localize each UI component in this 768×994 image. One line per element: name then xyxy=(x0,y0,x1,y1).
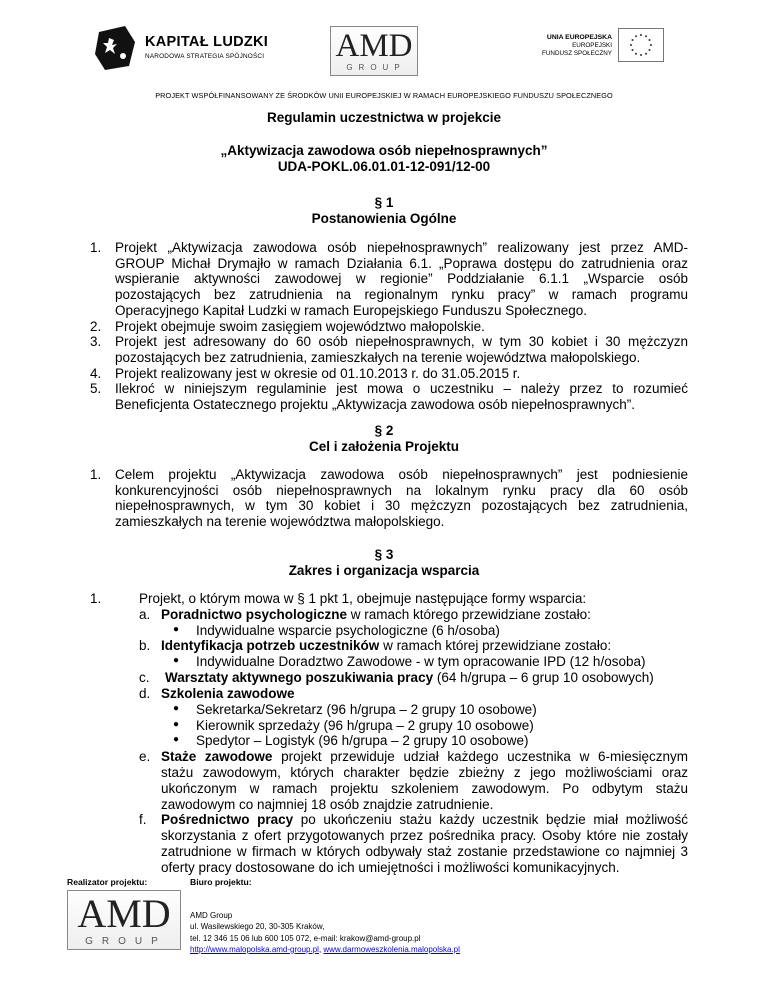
item-e-line-3: ukończonym w ramach projektu szkoleniem zawodowym. Po odbytym stażu xyxy=(161,781,688,796)
item-line: Ilekroć w niniejszym regulaminie jest mowa o uczestniku – należy przez to rozumieć xyxy=(115,381,688,397)
item-line: konkurencyjności osób niepełnosprawnych na lokalnym rynku pracy dla 60 osób xyxy=(115,482,688,498)
item-number: 1. xyxy=(90,467,102,482)
bullet-icon: ● xyxy=(173,624,180,635)
item-e-text: projekt przewiduje udział każdego uczestnika w 6-miesięcznym xyxy=(272,749,688,764)
amd-logo-group: GROUP xyxy=(85,936,167,947)
item-f-letter: f. xyxy=(139,812,147,827)
eu-label-line1: UNIA EUROPEJSKA xyxy=(546,34,612,41)
amd-logo-word: AMD xyxy=(77,891,171,936)
amd-logo-group: GROUP xyxy=(346,63,406,72)
cofinanced-notice: PROJEKT WSPÓŁFINANSOWANY ZE ŚRODKÓW UNII EUROPEJSKIEJ W RAMACH EUROPEJSKIEGO FUNDUSZU SPOŁECZNEGO xyxy=(155,91,613,100)
list-item xyxy=(90,334,688,365)
list-item xyxy=(90,319,688,335)
list-item xyxy=(90,366,688,382)
item-d-letter: d. xyxy=(139,686,151,701)
item-number: 1. xyxy=(90,240,102,255)
item-b-bullet-1: Indywidualne Doradztwo Zawodowe - w tym opracowanie IPD (12 h/osoba) xyxy=(196,654,646,669)
item-e-title: Staże zawodowe xyxy=(161,749,273,764)
item-a-text: w ramach którego przewidziane zostało: xyxy=(347,607,591,622)
item-a-title: Poradnictwo psychologiczne xyxy=(161,607,348,622)
section-2-heading: Cel i założenia Projektu xyxy=(308,439,460,454)
office-label: Biuro projektu: xyxy=(190,877,252,887)
section-3-number: 1. xyxy=(90,591,102,606)
section-1-heading: Postanowienia Ogólne xyxy=(311,211,457,226)
item-line: Beneficjenta Ostatecznego projektu „Aktywizacja zawodowa osób niepełnosprawnych”. xyxy=(115,397,636,413)
item-e-letter: e. xyxy=(139,749,151,764)
item-d-title: Szkolenia zawodowe xyxy=(161,686,295,701)
project-name: „Aktywizacja zawodowa osób niepełnosprawnych” xyxy=(220,143,548,158)
eu-flag-icon xyxy=(618,28,664,62)
item-d-bullet-3: Spedytor – Logistyk (96 h/grupa – 2 grupy 10 osobowe) xyxy=(196,733,529,748)
item-f-line-4: oferty pracy dostosowane do ich umiejętności i możliwości komunikacyjnych. xyxy=(161,860,620,875)
item-number: 5. xyxy=(90,381,102,397)
kapital-ludzki-title: KAPITAŁ LUDZKI xyxy=(145,34,269,50)
item-b-text: w ramach której przewidziane zostało: xyxy=(379,638,612,653)
eu-label-line3: FUNDUSZ SPOŁECZNY xyxy=(542,50,612,57)
item-c xyxy=(165,670,654,686)
bullet-icon: ● xyxy=(173,734,180,745)
item-e-line-4: zawodowym co najmniej 18 osób znajdzie zatrudnienie. xyxy=(161,797,494,812)
eu-label-line2: EUROPEJSKI xyxy=(572,42,612,49)
item-f-line-3: zatrudnione w firmach w których odbywały staż zostanie przedstawione co najmniej 3 xyxy=(161,844,688,859)
item-d-bullet-1: Sekretarka/Sekretarz (96 h/grupa – 2 grupy 10 osobowe) xyxy=(196,702,537,717)
item-line: GROUP Michał Drymajło w ramach Działania 6.1. „Poprawa dostępu do zatrudnienia oraz xyxy=(115,255,688,271)
list-item xyxy=(90,467,688,530)
realizator-label: Realizator projektu: xyxy=(67,877,148,887)
item-e-line-1 xyxy=(161,749,688,765)
item-line: wspieranie aktywności zawodowej w regionie” Poddziałanie 6.1.1 „Wsparcie osób xyxy=(115,271,688,287)
section-3-heading: Zakres i organizacja wsparcia xyxy=(288,563,480,578)
item-c-text: (64 h/grupa – 6 grup 10 osobowych) xyxy=(433,670,654,685)
item-e-line-2: stażu zawodowym, których charakter będzie zbieżny z jego możliwościami oraz xyxy=(161,765,688,780)
office-address: ul. Wasilewskiego 20, 30-305 Kraków, xyxy=(190,922,325,932)
item-line: Projekt jest adresowany do 60 osób niepełnosprawnych, w tym 30 kobiet i 30 mężczyzn xyxy=(115,334,688,350)
website-link-2[interactable]: www.darmoweszkolenia.malopolska.pl xyxy=(323,944,460,954)
bullet-icon: ● xyxy=(173,655,180,666)
item-f-title: Pośrednictwo pracy xyxy=(161,812,294,827)
amd-logo-bottom xyxy=(67,890,181,950)
section-3-intro: Projekt, o którym mowa w § 1 pkt 1, obejmuje następujące formy wsparcia: xyxy=(139,591,587,606)
item-line: niepełnosprawnych, w tym 30 kobiet i 30 mężczyzn pozostających bez zatrudnienia, xyxy=(115,498,688,514)
office-contact: tel. 12 346 15 06 lub 600 105 072, e-mail: krakow@amd-group.pl xyxy=(190,933,421,943)
section-2-mark: § 2 xyxy=(374,423,394,438)
section-1-mark: § 1 xyxy=(374,195,394,210)
item-a-letter: a. xyxy=(139,607,151,622)
item-d-bullet-2: Kierownik sprzedaży (96 h/grupa – 2 grupy 10 osobowe) xyxy=(196,718,534,733)
office-company: AMD Group xyxy=(190,911,233,920)
item-b xyxy=(161,638,611,654)
item-line: Celem projektu „Aktywizacja zawodowa osób niepełnosprawnych” jest podniesienie xyxy=(115,467,688,482)
amd-logo-top xyxy=(330,26,418,76)
item-number: 2. xyxy=(90,318,102,334)
item-line: Projekt „Aktywizacja zawodowa osób niepełnosprawnych” realizowany jest przez AMD- xyxy=(115,240,688,255)
bullet-icon: ● xyxy=(173,719,180,730)
eu-label xyxy=(540,34,612,58)
bullet-icon: ● xyxy=(173,703,180,714)
section-3-mark: § 3 xyxy=(374,547,394,562)
list-item xyxy=(90,240,688,319)
section-2-list xyxy=(90,467,688,530)
item-f-text: po ukończeniu stażu każdy uczestnik będzie miał możliwość xyxy=(293,812,688,827)
item-b-letter: b. xyxy=(139,638,151,653)
item-b-title: Identyfikacja potrzeb uczestników xyxy=(161,638,380,653)
item-number: 4. xyxy=(90,365,102,381)
item-line: pozostających bez zatrudnienia, zamieszkałych na terenie województwa małopolskiego. xyxy=(115,349,641,365)
link-separator: , xyxy=(318,944,324,954)
list-item xyxy=(90,381,688,412)
item-c-title: Warsztaty aktywnego poszukiwania pracy xyxy=(165,670,434,685)
item-line: pozostających bez zatrudnienia na regionalnym rynku pracy” w ramach programu xyxy=(115,287,688,303)
item-line: zamieszkałych na terenie województwa małopolskiego. xyxy=(115,514,445,530)
kapital-ludzki-emblem-icon xyxy=(95,26,139,70)
item-line: Operacyjnego Kapitał Ludzki w ramach Europejskiego Funduszu Społecznego. xyxy=(115,302,588,318)
item-f-line-2: skorzystania z ofert przygotowanych przez pośrednika pracy. Osoby które nie zostały xyxy=(161,828,688,843)
item-line: Projekt obejmuje swoim zasięgiem województwo małopolskie. xyxy=(115,318,485,334)
project-code: UDA-POKL.06.01.01-12-091/12-00 xyxy=(277,159,491,174)
document-title: Regulamin uczestnictwa w projekcie xyxy=(266,110,502,125)
item-a-bullet-1: Indywidualne wsparcie psychologiczne (6 h/osoba) xyxy=(196,623,500,638)
item-number: 3. xyxy=(90,334,102,350)
office-details xyxy=(190,910,460,955)
item-c-letter: c. xyxy=(139,670,150,685)
kapital-ludzki-subtitle: NARODOWA STRATEGIA SPÓJNOŚCI xyxy=(145,53,265,60)
item-a xyxy=(161,607,591,623)
amd-logo-word: AMD xyxy=(335,28,413,64)
kapital-ludzki-logo xyxy=(95,26,270,72)
website-link-1[interactable]: http://www.malopolska.amd-group.pl xyxy=(190,944,319,954)
item-d xyxy=(161,686,295,702)
item-line: Projekt realizowany jest w okresie od 01.10.2013 r. do 31.05.2015 r. xyxy=(115,365,521,381)
office-links xyxy=(190,944,460,955)
item-f-line-1 xyxy=(161,812,688,828)
section-1-list xyxy=(90,240,688,413)
